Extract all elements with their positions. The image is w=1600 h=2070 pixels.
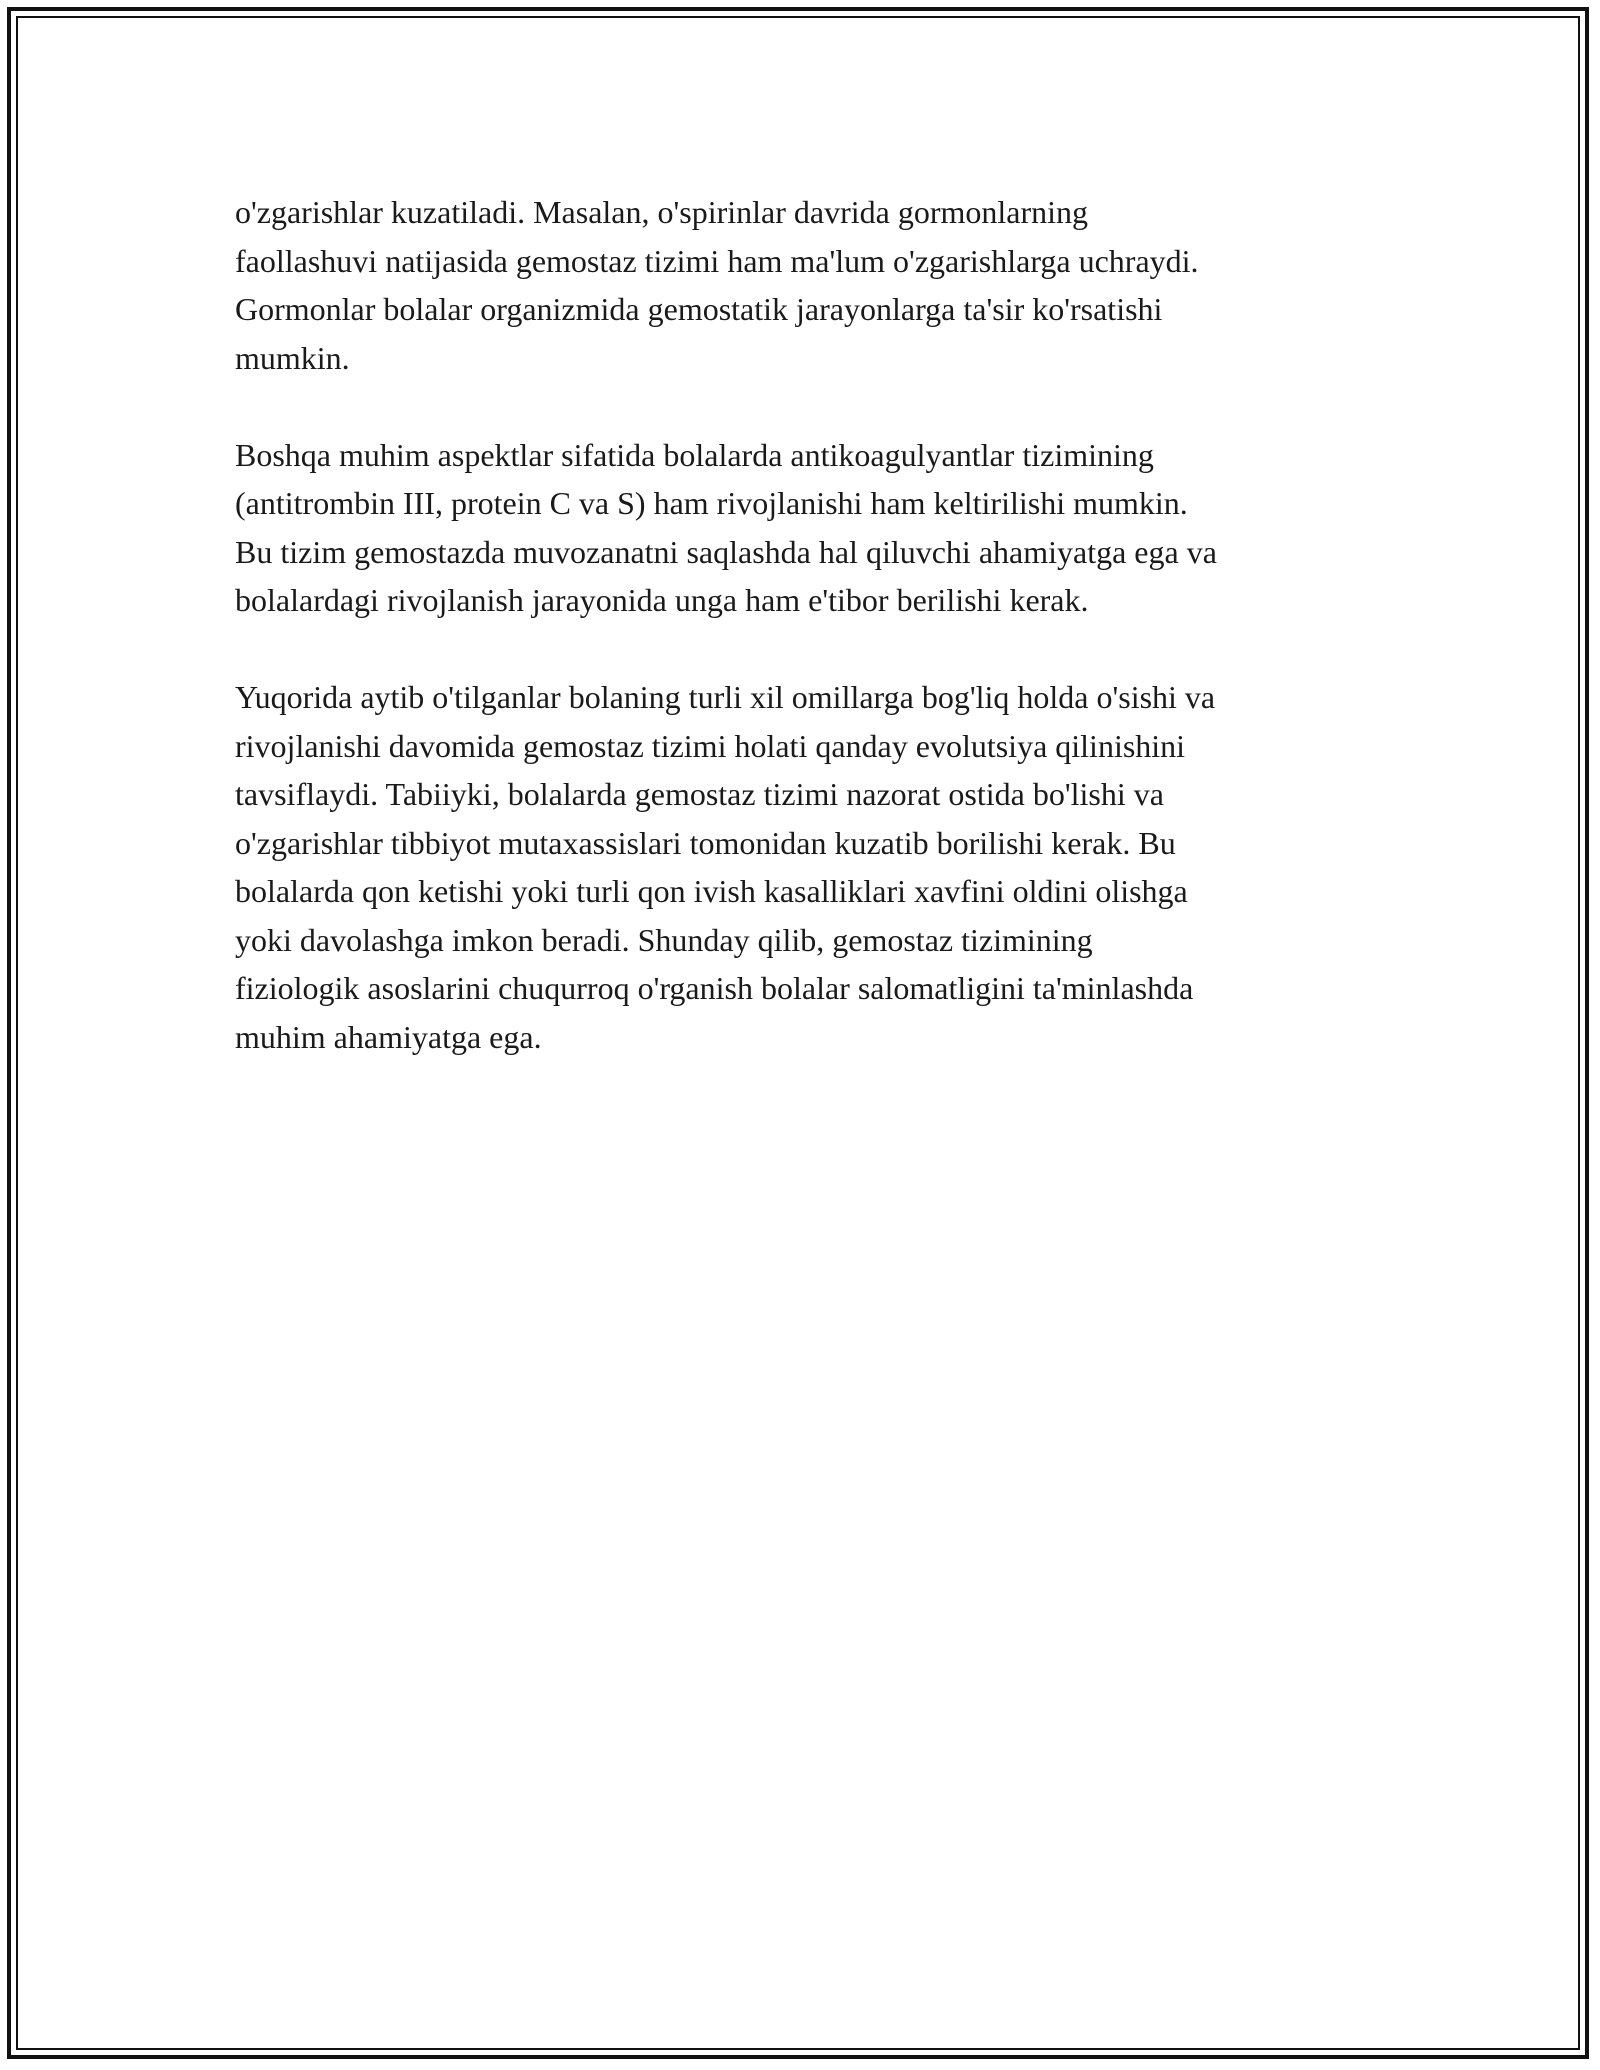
paragraph-2: Boshqa muhim aspektlar sifatida bolalarda antikoagulyantlar tizimining (antitrombin III, protein C va S) ham rivojlanishi ham keltirilishi mumkin. Bu tizim gemostazda muvozanatni saqlashda hal qiluvchi ahamiyatga ega va bolalardagi rivojlanish jarayonida unga ham e'tibor berilishi kerak. — [235, 436, 1217, 618]
document-body — [235, 188, 1375, 1061]
paragraph-3: Yuqorida aytib o'tilganlar bolaning turli xil omillarga bog'liq holda o'sishi va rivojlanishi davomida gemostaz tizimi holati qanday evolutsiya qilinishini tavsiflaydi. Tabiiyki, bolalarda gemostaz tizimi nazorat ostida bo'lishi va o'zgarishlar tibbiyot mutaxassislari tomonidan kuzatib borilishi kerak. Bu bolalarda qon ketishi yoki turli qon ivish kasalliklari xavfini oldini olishga yoki davolashga imkon beradi. Shunday qilib, gemostaz tizimining fiziologik asoslarini chuqurroq o'rganish bolalar salomatligini ta'minlashda muhim ahamiyatga ega. — [235, 679, 1216, 1055]
paragraph-1: o'zgarishlar kuzatiladi. Masalan, o'spirinlar davrida gormonlarning faollashuvi natijasida gemostaz tizimi ham ma'lum o'zgarishlarga uchraydi. Gormonlar bolalar organizmida gemostatik jarayonlarga ta'sir ko'rsatishi mumkin. — [235, 194, 1199, 376]
